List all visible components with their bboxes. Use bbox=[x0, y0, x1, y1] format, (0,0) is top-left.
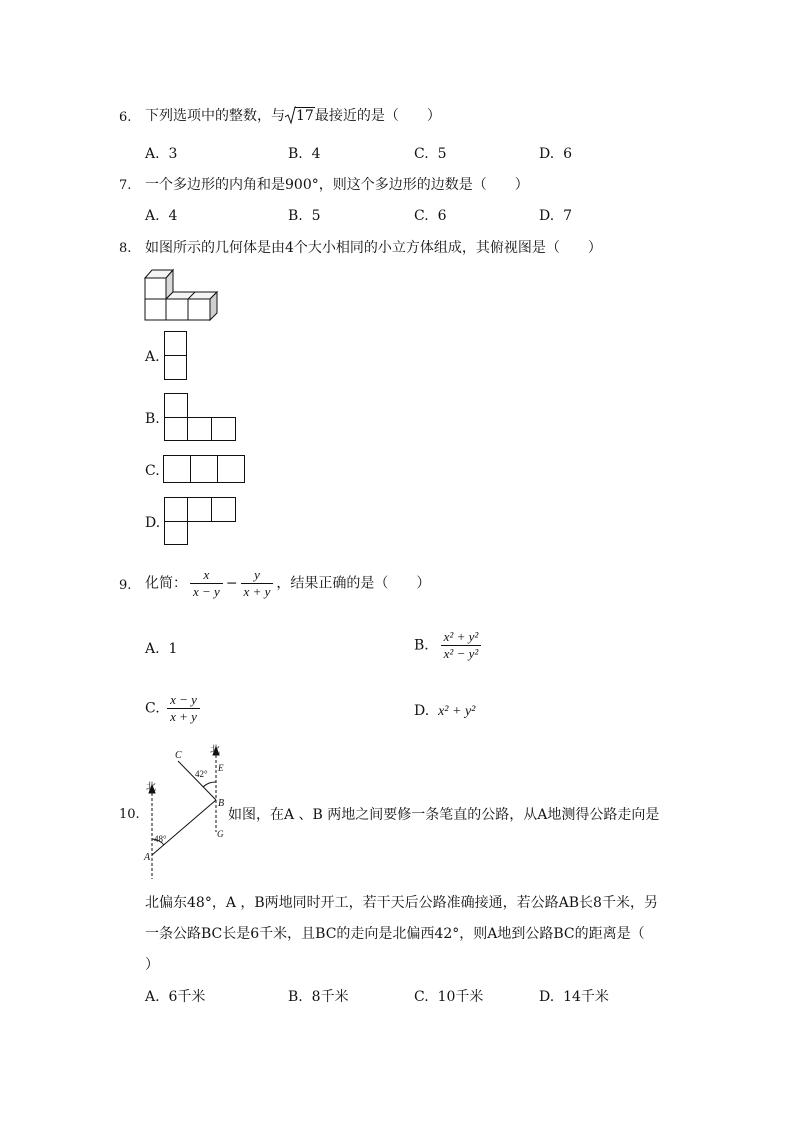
option-label: B. bbox=[414, 637, 429, 654]
label-e: E bbox=[218, 763, 224, 773]
option-c[interactable] bbox=[414, 988, 483, 1006]
label-a: A bbox=[144, 852, 151, 863]
direction-figure bbox=[140, 744, 230, 884]
question-number: 8. bbox=[119, 241, 132, 256]
label-g: G bbox=[217, 829, 224, 839]
option-label: C. bbox=[145, 700, 160, 717]
denominator: x² − y² bbox=[443, 646, 479, 661]
radicand: 17 bbox=[296, 108, 314, 124]
fraction bbox=[241, 567, 274, 600]
option-label: B. bbox=[288, 208, 303, 224]
numerator: y bbox=[241, 567, 274, 584]
option-c-figure bbox=[163, 455, 247, 485]
stem-text: 最接近的是（ ） bbox=[314, 108, 441, 124]
option-a[interactable] bbox=[145, 207, 177, 225]
option-b[interactable] bbox=[288, 207, 321, 225]
option-label: A. bbox=[145, 146, 160, 162]
numerator: x bbox=[190, 567, 223, 584]
denominator: x + y bbox=[170, 709, 197, 724]
option-label: C. bbox=[414, 146, 429, 162]
option-d[interactable] bbox=[539, 145, 572, 163]
option-value: 6 bbox=[437, 208, 447, 224]
option-d[interactable]: D. bbox=[145, 515, 161, 531]
option-value: 1 bbox=[168, 641, 178, 657]
option-d-figure bbox=[164, 497, 239, 547]
option-b-figure bbox=[164, 393, 239, 443]
angle-label: 42° bbox=[195, 769, 208, 779]
option-a[interactable] bbox=[145, 988, 205, 1006]
question-stem-line-4: ） bbox=[145, 957, 159, 973]
option-label: D. bbox=[539, 989, 555, 1005]
question-number: 9. bbox=[119, 578, 132, 593]
option-value: 3 bbox=[168, 146, 178, 162]
option-label: B. bbox=[288, 146, 303, 162]
cube-solid-figure bbox=[140, 266, 220, 324]
option-a-figure bbox=[164, 331, 189, 381]
option-value: 4 bbox=[311, 146, 321, 162]
minus-sign: − bbox=[225, 575, 238, 592]
option-label: D. bbox=[414, 703, 430, 719]
option-c[interactable]: C. bbox=[145, 463, 160, 479]
option-value: 6 bbox=[563, 146, 573, 162]
stem-text: 下列选项中的整数，与 bbox=[145, 108, 285, 124]
question-stem bbox=[145, 567, 430, 600]
question-stem: 如图所示的几何体是由4个大小相同的小立方体组成，其俯视图是（ ） bbox=[145, 240, 602, 256]
option-label: A. bbox=[145, 641, 160, 657]
option-c[interactable] bbox=[414, 145, 447, 163]
label-north: 北 bbox=[210, 745, 220, 756]
question-stem-line-3: 一条公路BC长是6千米，且BC的走向是北偏西42°，则A地到公路BC的距离是（ bbox=[145, 926, 645, 942]
radical-sign-icon bbox=[285, 105, 296, 125]
option-d[interactable] bbox=[539, 207, 572, 225]
option-b[interactable]: B. bbox=[145, 411, 160, 427]
fraction bbox=[441, 629, 482, 662]
numerator: x² + y² bbox=[441, 629, 482, 646]
denominator: x + y bbox=[243, 584, 271, 599]
angle-label: 48° bbox=[154, 834, 167, 844]
question-stem-line-1: 如图，在A 、B 两地之间要修一条笔直的公路，从A地测得公路走向是 bbox=[228, 807, 660, 823]
stem-text: ，结果正确的是（ ） bbox=[276, 575, 431, 592]
stem-text: 化简： bbox=[145, 575, 187, 592]
option-value: 10千米 bbox=[437, 989, 484, 1005]
option-value: 8千米 bbox=[311, 989, 349, 1005]
question-number: 10. bbox=[119, 807, 140, 822]
question-stem-line-2: 北偏东48°，A ，B两地同时开工，若干天后公路准确接通，若公路AB长8千米，另 bbox=[145, 895, 658, 911]
question-stem bbox=[145, 107, 441, 125]
question-number: 7. bbox=[119, 178, 132, 193]
label-b: B bbox=[218, 798, 225, 809]
numerator: x − y bbox=[167, 692, 200, 709]
option-c[interactable] bbox=[414, 207, 447, 225]
option-value: 14千米 bbox=[563, 989, 609, 1005]
option-a[interactable] bbox=[145, 145, 177, 163]
option-value: 5 bbox=[437, 146, 447, 162]
option-label: C. bbox=[414, 208, 429, 224]
option-label: A. bbox=[145, 989, 160, 1005]
option-c[interactable] bbox=[145, 692, 203, 725]
option-d[interactable] bbox=[539, 988, 609, 1006]
option-a[interactable]: A. bbox=[145, 349, 160, 365]
question-number: 6. bbox=[119, 110, 132, 125]
label-north: 北 bbox=[146, 782, 156, 793]
option-value: 4 bbox=[168, 208, 178, 224]
option-value: x² + y² bbox=[438, 704, 476, 719]
question-stem: 一个多边形的内角和是900°，则这个多边形的边数是（ ） bbox=[145, 177, 529, 193]
option-label: D. bbox=[539, 146, 555, 162]
option-b[interactable] bbox=[414, 629, 484, 662]
option-value: 6千米 bbox=[168, 989, 206, 1005]
option-b[interactable] bbox=[288, 145, 321, 163]
option-label: C. bbox=[414, 989, 429, 1005]
label-c: C bbox=[175, 750, 182, 761]
option-label: A. bbox=[145, 208, 160, 224]
option-b[interactable] bbox=[288, 988, 349, 1006]
square-root bbox=[285, 107, 315, 125]
option-d[interactable] bbox=[414, 702, 475, 721]
option-value: 7 bbox=[563, 208, 573, 224]
denominator: x − y bbox=[193, 584, 220, 599]
fraction bbox=[167, 692, 200, 725]
option-label: D. bbox=[539, 208, 555, 224]
option-value: 5 bbox=[311, 208, 321, 224]
option-label: B. bbox=[288, 989, 303, 1005]
fraction bbox=[190, 567, 223, 600]
option-a[interactable] bbox=[145, 640, 177, 658]
